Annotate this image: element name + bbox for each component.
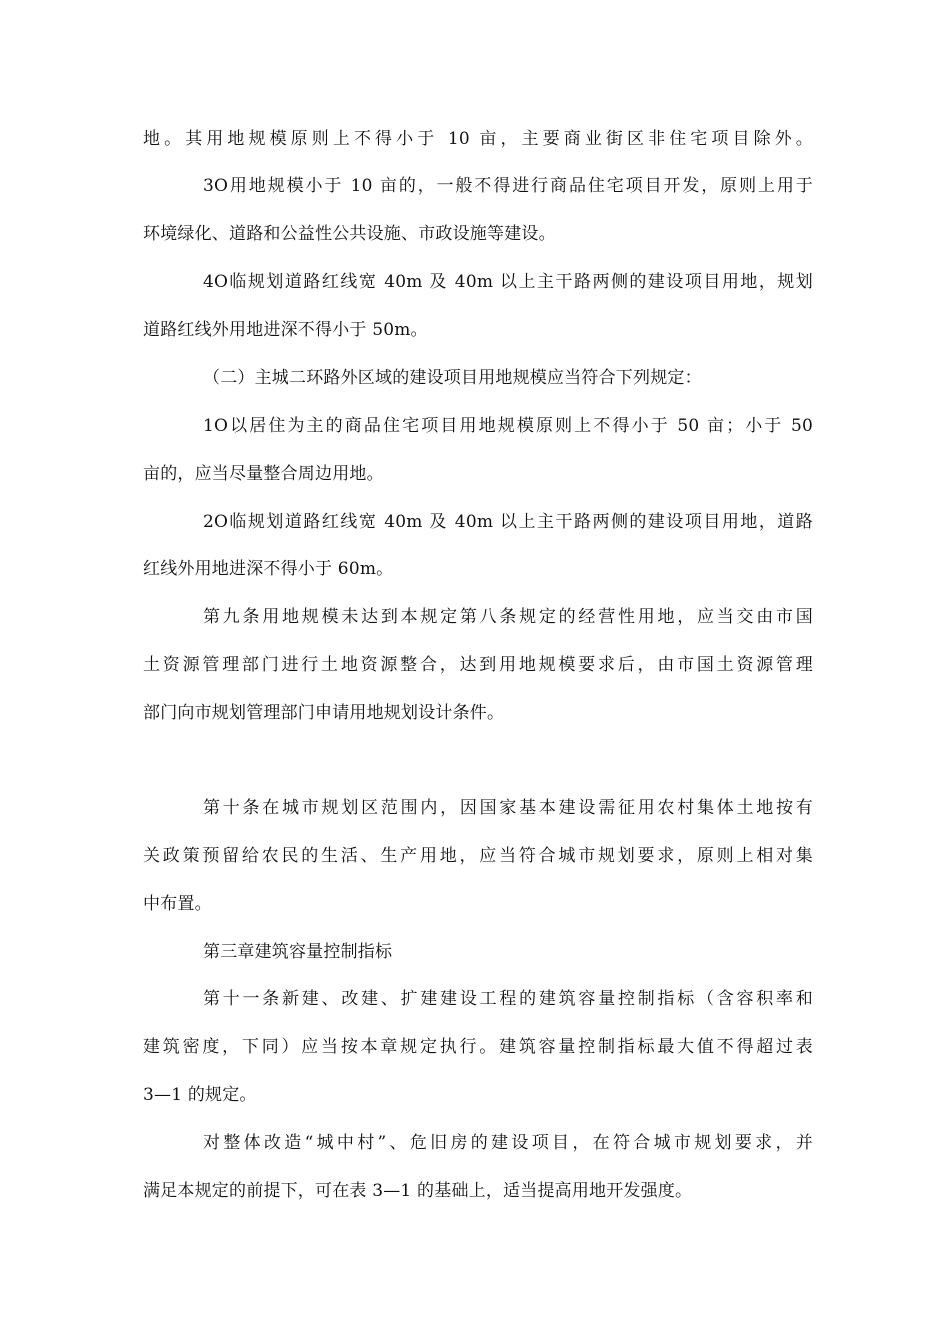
text-line: 部门向市规划管理部门申请用地规划设计条件。 <box>143 703 505 723</box>
text-line: 地。其用地规模原则上不得小于 10 亩，主要商业街区非住宅项目除外。 <box>143 129 813 149</box>
text-line: 红线外用地进深不得小于 60m。 <box>143 559 394 579</box>
text-line: （二）主城二环路外区域的建设项目用地规模应当符合下列规定： <box>203 368 702 388</box>
text-line: 2O临规划道路红线宽 40m 及 40m 以上主干路两侧的建设项目用地，道路 <box>203 512 813 532</box>
text-line: 土资源管理部门进行土地资源整合，达到用地规模要求后，由市国土资源管理 <box>143 655 813 675</box>
section-heading: 第三章建筑容量控制指标 <box>203 942 393 962</box>
text-line: 亩的，应当尽量整合周边用地。 <box>143 464 384 484</box>
text-line: 道路红线外用地进深不得小于 50m。 <box>143 320 428 340</box>
text-line: 建筑密度，下同）应当按本章规定执行。建筑容量控制指标最大值不得超过表 <box>143 1037 813 1057</box>
text-line: 1O以居住为主的商品住宅项目用地规模原则上不得小于 50 亩；小于 50 <box>203 416 813 436</box>
text-line: 环境绿化、道路和公益性公共设施、市政设施等建设。 <box>143 224 556 244</box>
text-line: 对整体改造“城中村”、危旧房的建设项目，在符合城市规划要求，并 <box>203 1133 813 1153</box>
text-line: 3O用地规模小于 10 亩的，一般不得进行商品住宅项目开发，原则上用于 <box>203 176 813 196</box>
text-line: 第十一条新建、改建、扩建建设工程的建筑容量控制指标（含容积率和 <box>203 989 813 1009</box>
text-line: 第九条用地规模未达到本规定第八条规定的经营性用地，应当交由市国 <box>203 607 813 627</box>
text-line: 中布置。 <box>143 894 212 914</box>
text-line: 4O临规划道路红线宽 40m 及 40m 以上主干路两侧的建设项目用地，规划 <box>203 272 813 292</box>
text-line: 关政策预留给农民的生活、生产用地，应当符合城市规划要求，原则上相对集 <box>143 846 813 866</box>
text-line: 3—1 的规定。 <box>143 1085 257 1105</box>
text-line: 满足本规定的前提下，可在表 3—1 的基础上，适当提高用地开发强度。 <box>143 1181 693 1201</box>
text-line: 第十条在城市规划区范围内，因国家基本建设需征用农村集体土地按有 <box>203 798 813 818</box>
